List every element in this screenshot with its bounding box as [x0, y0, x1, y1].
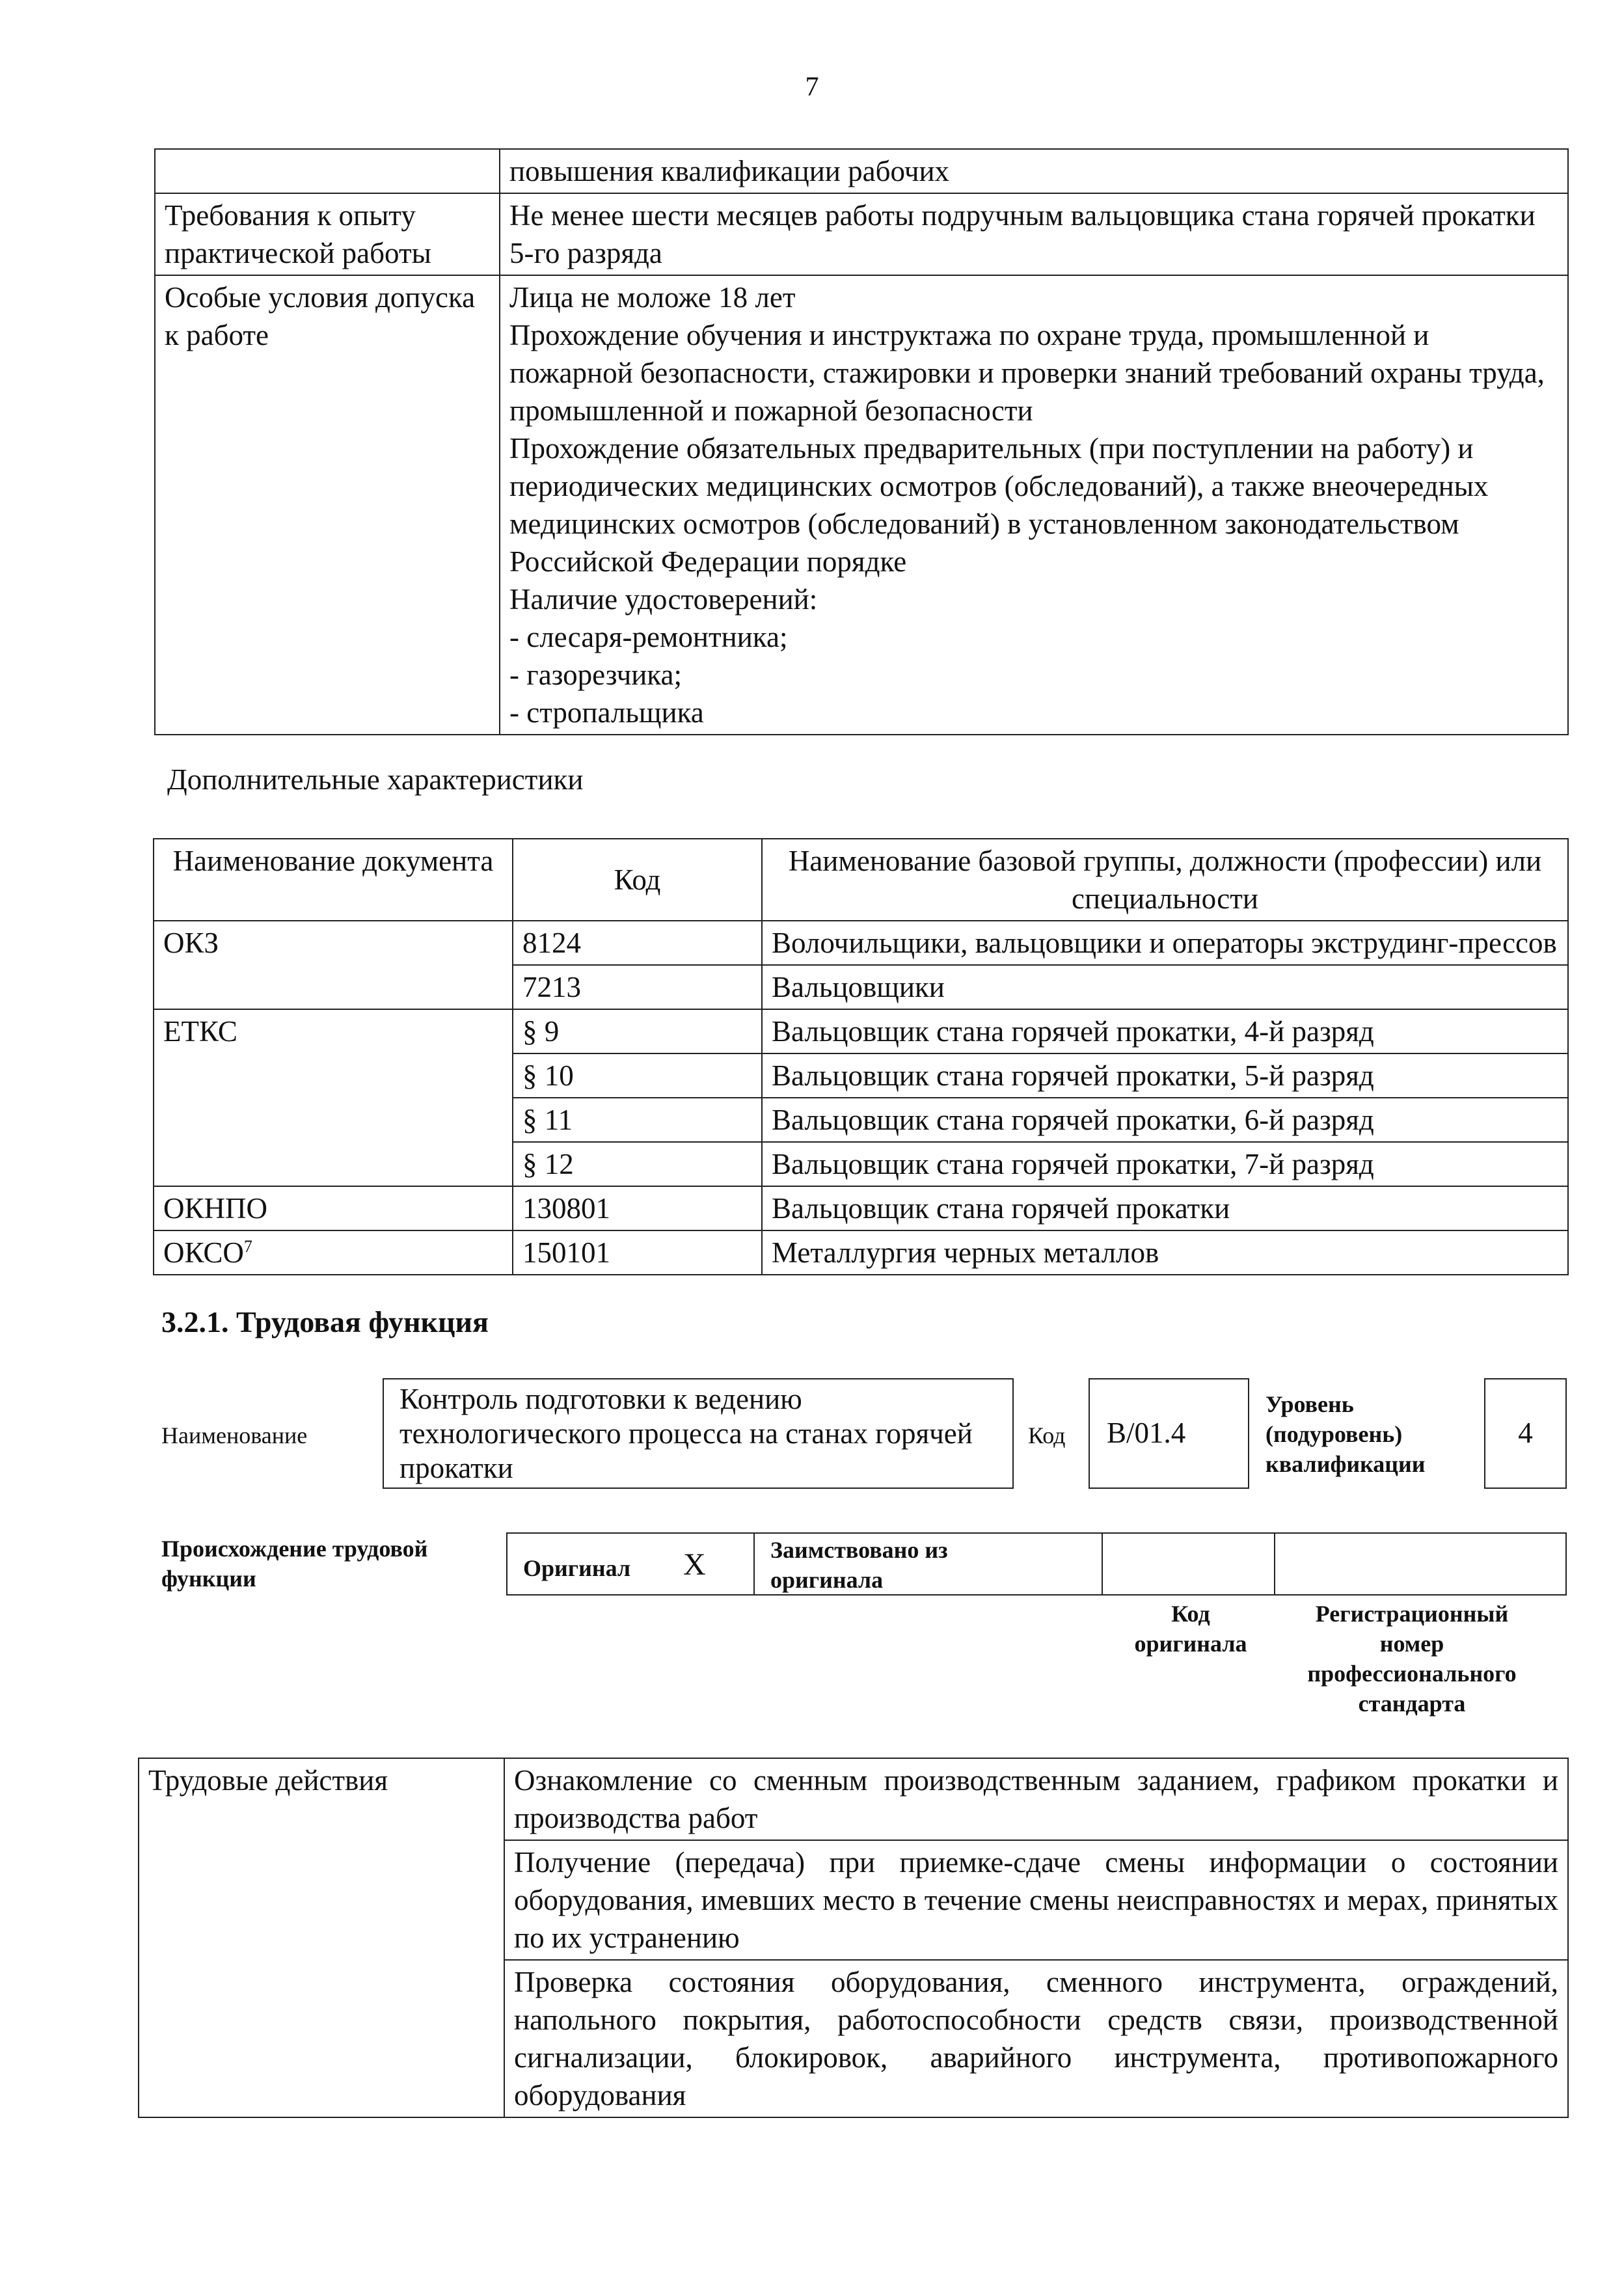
- code-cell: § 10: [513, 1053, 762, 1098]
- action-item: Проверка состояния оборудования, сменного инструмента, ограждений, напольного покрытия, работоспособности средств связи, производственной сигнализации, блокировок, аварийного инструмента, противопожарного оборудования: [504, 1960, 1568, 2117]
- code-original-label: Код оригинала: [1134, 1601, 1247, 1657]
- code-label: Код: [1028, 1422, 1066, 1448]
- code-cell: 8124: [513, 921, 762, 965]
- origin-label: Происхождение трудовой функции: [161, 1536, 428, 1592]
- name-cell: Вальцовщик стана горячей прокатки, 4-й разряд: [762, 1009, 1568, 1053]
- doc-cell: [154, 1230, 513, 1275]
- name-label: Наименование: [161, 1422, 308, 1448]
- code-box: [1089, 1378, 1249, 1489]
- footnote-mark: 7: [243, 1237, 252, 1256]
- action-item: Ознакомление со сменным производственным заданием, графиком прокатки и производства работ: [504, 1758, 1568, 1840]
- code-cell: § 11: [513, 1098, 762, 1142]
- function-name-box: [383, 1378, 1014, 1489]
- req-text: Не менее шести месяцев работы подручным вальцовщика стана горячей прокатки 5-го разряда: [500, 193, 1568, 275]
- doc-cell: ОКЗ: [154, 921, 513, 1009]
- table-row: [154, 1186, 1568, 1230]
- original-mark: X: [683, 1547, 706, 1582]
- name-cell: Металлургия черных металлов: [762, 1230, 1568, 1275]
- doc-cell: ОКНПО: [154, 1186, 513, 1230]
- code-cell: § 9: [513, 1009, 762, 1053]
- section-heading: 3.2.1. Трудовая функция: [161, 1305, 489, 1338]
- level-box: [1484, 1378, 1567, 1489]
- name-cell: Вальцовщик стана горячей прокатки, 6-й разряд: [762, 1098, 1568, 1142]
- req-text: повышения квалификации рабочих: [500, 149, 1568, 193]
- actions-table: [138, 1758, 1569, 2118]
- borrowed-label: Заимствовано из оригинала: [770, 1537, 948, 1593]
- table-row: [154, 1009, 1568, 1053]
- additional-table: [153, 838, 1569, 1275]
- level-value: 4: [1518, 1417, 1533, 1449]
- function-name: Контроль подготовки к ведению технологического процесса на станах горячей прокатки: [399, 1383, 973, 1484]
- req-label: Требования к опыту практической работы: [155, 193, 500, 275]
- req-line: Лица не моложе 18 лет: [509, 281, 796, 314]
- name-cell: Волочильщики, вальцовщики и операторы экструдинг-прессов: [762, 921, 1568, 965]
- table-row: [154, 1230, 1568, 1275]
- doc-cell: ЕТКС: [154, 1009, 513, 1186]
- additional-title: Дополнительные характеристики: [167, 763, 584, 796]
- name-cell: Вальцовщики: [762, 965, 1568, 1009]
- req-line: Прохождение обучения и инструктажа по охране труда, промышленной и пожарной безопасности, стажировки и проверки знаний требований охраны труда, промышленной и пожарной безопасности: [509, 319, 1545, 427]
- table-row: [139, 1758, 1568, 1840]
- req-line: Наличие удостоверений:: [509, 583, 818, 616]
- table-header-row: [154, 839, 1568, 921]
- table-row: [155, 149, 1568, 193]
- col-header-name: Наименование базовой группы, должности (профессии) или специальности: [762, 839, 1568, 921]
- col-header-code: Код: [513, 839, 762, 921]
- origin-table: [506, 1532, 1567, 1596]
- doc-okso: ОКСО: [163, 1236, 244, 1269]
- name-cell: Вальцовщик стана горячей прокатки, 7-й разряд: [762, 1142, 1568, 1186]
- table-row: [155, 193, 1568, 275]
- req-line: - газорезчика;: [509, 659, 682, 691]
- req-text-block: [500, 275, 1568, 735]
- action-item: Получение (передача) при приемке-сдаче смены информации о состоянии оборудования, имевших место в течение смены неисправностях и мерах, принятых по их устранению: [504, 1840, 1568, 1960]
- function-code: В/01.4: [1107, 1417, 1186, 1449]
- req-label: [155, 149, 500, 193]
- code-cell: 7213: [513, 965, 762, 1009]
- req-label: Особые условия допуска к работе: [155, 275, 500, 735]
- req-line: Прохождение обязательных предварительных (при поступлении на работу) и периодических медицинских осмотров (обследований), а также внеочередных медицинских осмотров (обследований) в установленном законодательством Российской Федерации порядке: [509, 432, 1489, 578]
- origin-divider: [1102, 1534, 1103, 1596]
- table-row: [155, 275, 1568, 735]
- origin-divider: [753, 1534, 755, 1596]
- reg-number-label: Регистрационный номер профессионального стандарта: [1307, 1601, 1517, 1717]
- origin-divider: [1274, 1534, 1275, 1596]
- page-number: 7: [805, 72, 819, 102]
- code-cell: 130801: [513, 1186, 762, 1230]
- req-line: - стропальщика: [509, 696, 704, 729]
- col-header-doc: Наименование документа: [154, 839, 513, 921]
- code-cell: § 12: [513, 1142, 762, 1186]
- level-label: Уровень (подуровень) квалификации: [1265, 1391, 1426, 1477]
- code-cell: 150101: [513, 1230, 762, 1275]
- req-line: - слесаря-ремонтника;: [509, 621, 788, 653]
- original-label: Оригинал: [523, 1555, 631, 1581]
- name-cell: Вальцовщик стана горячей прокатки, 5-й разряд: [762, 1053, 1568, 1098]
- table-row: [154, 921, 1568, 965]
- requirements-table: [154, 148, 1569, 735]
- actions-label: Трудовые действия: [139, 1758, 504, 2117]
- name-cell: Вальцовщик стана горячей прокатки: [762, 1186, 1568, 1230]
